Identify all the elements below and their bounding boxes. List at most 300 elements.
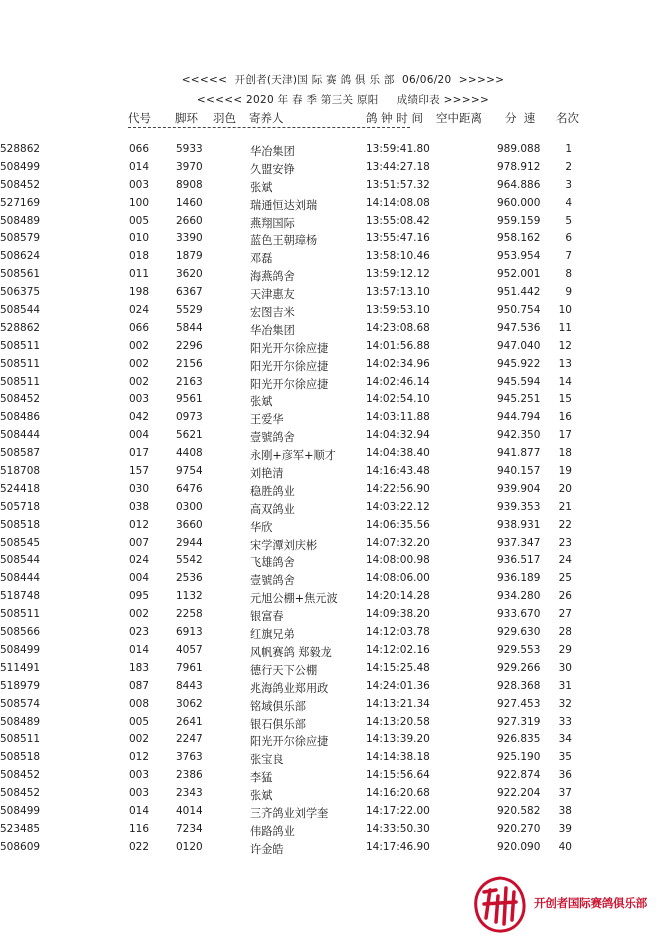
- cell-speed: 938.931: [497, 518, 541, 531]
- table-row: [0, 358, 670, 376]
- cell-owner: 三齐鸽业刘学奎: [250, 806, 329, 820]
- table-row: [0, 841, 670, 859]
- cell-ring: 0120: [176, 840, 203, 853]
- cell-time: 14:22:56.90: [366, 482, 430, 495]
- cell-distance: 508444: [0, 429, 41, 442]
- cell-owner: 燕翔国际: [250, 216, 295, 230]
- cell-owner: 张斌: [250, 180, 273, 194]
- cell-speed: 945.251: [497, 393, 541, 406]
- cell-rank: 38: [558, 804, 572, 817]
- cell-code: 024: [129, 554, 150, 567]
- table-row: [0, 143, 670, 161]
- cell-ring: 8908: [176, 178, 203, 191]
- cell-rank: 28: [558, 626, 572, 639]
- cell-time: 13:55:08.42: [366, 214, 430, 227]
- cell-speed: 945.922: [497, 357, 541, 370]
- cell-ring: 2641: [176, 715, 203, 728]
- cell-distance: 508444: [0, 572, 41, 585]
- cell-ring: 3970: [176, 160, 203, 173]
- cell-speed: 953.954: [497, 250, 541, 263]
- cell-ring: 2660: [176, 214, 203, 227]
- cell-owner: 许金皓: [250, 842, 284, 856]
- table-row: [0, 823, 670, 841]
- cell-rank: 40: [558, 840, 572, 853]
- cell-rank: 22: [558, 518, 572, 531]
- cell-ring: 4057: [176, 643, 203, 656]
- cell-distance: 511491: [0, 661, 41, 674]
- cell-speed: 945.594: [497, 375, 541, 388]
- cell-time: 13:59:41.80: [366, 143, 430, 155]
- cell-speed: 927.319: [497, 715, 541, 728]
- cell-speed: 989.088: [497, 143, 541, 155]
- cell-code: 003: [129, 769, 150, 782]
- cell-rank: 11: [558, 321, 572, 334]
- cell-code: 023: [129, 626, 150, 639]
- cell-time: 14:24:01.36: [366, 679, 430, 692]
- results-table: [0, 143, 670, 859]
- table-row: [0, 250, 670, 268]
- cell-distance: 508499: [0, 643, 41, 656]
- table-row: [0, 322, 670, 340]
- cell-time: 14:23:08.68: [366, 321, 430, 334]
- cell-code: 095: [129, 590, 150, 603]
- cell-speed: 920.582: [497, 804, 541, 817]
- cell-rank: 2: [565, 160, 572, 173]
- column-headers: [0, 110, 670, 126]
- cell-time: 14:06:35.56: [366, 518, 430, 531]
- cell-distance: 508452: [0, 787, 41, 800]
- cell-owner: 宋学潭刘庆彬: [250, 538, 318, 552]
- cell-code: 003: [129, 178, 150, 191]
- cell-owner: 阳光开尔徐应捷: [250, 359, 329, 373]
- cell-time: 14:01:56.88: [366, 339, 430, 352]
- cell-time: 14:13:20.58: [366, 715, 430, 728]
- cell-owner: 天津惠友: [250, 288, 295, 302]
- cell-ring: 5542: [176, 554, 203, 567]
- table-row: [0, 733, 670, 751]
- cell-code: 003: [129, 787, 150, 800]
- cell-rank: 32: [558, 697, 572, 710]
- cell-speed: 950.754: [497, 304, 541, 317]
- table-row: [0, 465, 670, 483]
- table-row: [0, 805, 670, 823]
- cell-rank: 1: [565, 143, 572, 155]
- cell-time: 14:13:39.20: [366, 733, 430, 746]
- cell-distance: 508489: [0, 214, 41, 227]
- cell-distance: 523485: [0, 822, 41, 835]
- cell-ring: 1132: [176, 590, 203, 603]
- table-row: [0, 286, 670, 304]
- cell-speed: 941.877: [497, 447, 541, 460]
- cell-code: 014: [129, 643, 150, 656]
- cell-rank: 27: [558, 608, 572, 621]
- cell-time: 14:08:06.00: [366, 572, 430, 585]
- cell-distance: 508452: [0, 769, 41, 782]
- cell-owner: 宏图吉米: [250, 306, 295, 320]
- cell-distance: 508511: [0, 733, 41, 746]
- cell-rank: 18: [558, 447, 572, 460]
- cell-owner: 阳光开尔徐应捷: [250, 341, 329, 355]
- table-row: [0, 393, 670, 411]
- cell-ring: 3390: [176, 232, 203, 245]
- cell-code: 038: [129, 500, 150, 513]
- cell-speed: 947.040: [497, 339, 541, 352]
- cell-speed: 925.190: [497, 751, 541, 764]
- cell-speed: 920.270: [497, 822, 541, 835]
- cell-distance: 508544: [0, 554, 41, 567]
- cell-time: 14:02:46.14: [366, 375, 430, 388]
- table-row: [0, 429, 670, 447]
- table-row: [0, 662, 670, 680]
- table-row: [0, 680, 670, 698]
- cell-speed: 927.453: [497, 697, 541, 710]
- cell-time: 14:12:03.78: [366, 626, 430, 639]
- cell-owner: 华欣: [250, 520, 273, 534]
- cell-distance: 508587: [0, 447, 41, 460]
- cell-speed: 939.353: [497, 500, 541, 513]
- cell-code: 008: [129, 697, 150, 710]
- cell-speed: 978.912: [497, 160, 541, 173]
- cell-code: 087: [129, 679, 150, 692]
- cell-time: 14:07:32.20: [366, 536, 430, 549]
- table-row: [0, 698, 670, 716]
- cell-owner: 刘艳清: [250, 467, 284, 481]
- cell-speed: 929.553: [497, 643, 541, 656]
- cell-speed: 926.835: [497, 733, 541, 746]
- table-row: [0, 161, 670, 179]
- cell-time: 14:02:54.10: [366, 393, 430, 406]
- cell-speed: 960.000: [497, 196, 541, 209]
- cell-time: 14:20:14.28: [366, 590, 430, 603]
- cell-owner: 张宝良: [250, 753, 284, 767]
- cell-ring: 0973: [176, 411, 203, 424]
- cell-time: 13:44:27.18: [366, 160, 430, 173]
- cell-speed: 937.347: [497, 536, 541, 549]
- cell-owner: 风帆赛鸽 郑毅龙: [250, 645, 332, 659]
- cell-distance: 508499: [0, 804, 41, 817]
- cell-ring: 2386: [176, 769, 203, 782]
- cell-time: 13:55:47.16: [366, 232, 430, 245]
- cell-distance: 508486: [0, 411, 41, 424]
- cell-time: 14:04:32.94: [366, 429, 430, 442]
- col-rank: 名次: [556, 111, 579, 125]
- cell-rank: 34: [558, 733, 572, 746]
- table-row: [0, 644, 670, 662]
- cell-owner: 瑞通恒达刘瑞: [250, 198, 318, 212]
- cell-owner: 兆海鸽业郑用政: [250, 681, 329, 695]
- cell-ring: 2156: [176, 357, 203, 370]
- table-row: [0, 268, 670, 286]
- cell-code: 042: [129, 411, 150, 424]
- cell-owner: 王爱华: [250, 413, 284, 427]
- cell-code: 018: [129, 250, 150, 263]
- table-row: [0, 590, 670, 608]
- cell-owner: 蓝色王朝璋杨: [250, 234, 318, 248]
- cell-rank: 10: [558, 304, 572, 317]
- cell-owner: 永刚+彦军+顺才: [250, 449, 336, 463]
- cell-ring: 0300: [176, 500, 203, 513]
- cell-speed: 964.886: [497, 178, 541, 191]
- cell-speed: 936.189: [497, 572, 541, 585]
- cell-distance: 508561: [0, 268, 41, 281]
- cell-ring: 8443: [176, 679, 203, 692]
- cell-rank: 7: [565, 250, 572, 263]
- cell-ring: 2296: [176, 339, 203, 352]
- cell-owner: 张斌: [250, 789, 273, 803]
- cell-code: 012: [129, 518, 150, 531]
- cell-rank: 15: [558, 393, 572, 406]
- cell-rank: 21: [558, 500, 572, 513]
- table-row: [0, 751, 670, 769]
- cell-time: 14:16:43.48: [366, 465, 430, 478]
- cell-ring: 1460: [176, 196, 203, 209]
- cell-speed: 947.536: [497, 321, 541, 334]
- cell-ring: 7234: [176, 822, 203, 835]
- cell-ring: 5529: [176, 304, 203, 317]
- header-separator: [128, 127, 410, 128]
- cell-rank: 29: [558, 643, 572, 656]
- cell-rank: 23: [558, 536, 572, 549]
- cell-owner: 铭域俱乐部: [250, 699, 306, 713]
- cell-ring: 9561: [176, 393, 203, 406]
- cell-distance: 524418: [0, 482, 41, 495]
- cell-code: 066: [129, 143, 150, 155]
- cell-owner: 壹號鸽舍: [250, 574, 295, 588]
- cell-ring: 2343: [176, 787, 203, 800]
- cell-owner: 邓磊: [250, 252, 273, 266]
- cell-distance: 528862: [0, 143, 41, 155]
- cell-time: 14:08:00.98: [366, 554, 430, 567]
- cell-owner: 稳胜鸽业: [250, 484, 295, 498]
- cell-distance: 508566: [0, 626, 41, 639]
- cell-owner: 华冶集团: [250, 323, 295, 337]
- cell-ring: 5621: [176, 429, 203, 442]
- cell-distance: 508511: [0, 608, 41, 621]
- cell-code: 005: [129, 715, 150, 728]
- cell-rank: 33: [558, 715, 572, 728]
- cell-rank: 13: [558, 357, 572, 370]
- cell-code: 005: [129, 214, 150, 227]
- cell-owner: 阳光开尔徐应捷: [250, 735, 329, 749]
- cell-owner: 德行天下公棚: [250, 663, 318, 677]
- cell-ring: 4408: [176, 447, 203, 460]
- cell-speed: 959.159: [497, 214, 541, 227]
- cell-time: 14:33:50.30: [366, 822, 430, 835]
- cell-ring: 1879: [176, 250, 203, 263]
- cell-rank: 25: [558, 572, 572, 585]
- cell-distance: 508489: [0, 715, 41, 728]
- cell-distance: 508511: [0, 339, 41, 352]
- cell-rank: 5: [565, 214, 572, 227]
- cell-rank: 30: [558, 661, 572, 674]
- cell-ring: 6913: [176, 626, 203, 639]
- cell-speed: 920.090: [497, 840, 541, 853]
- cell-distance: 508452: [0, 178, 41, 191]
- cell-rank: 9: [565, 286, 572, 299]
- report-subtitle: <<<<< 2020 年 春 季 第三关 原阳 成绩印表 >>>>>: [196, 94, 490, 106]
- cell-time: 14:17:46.90: [366, 840, 430, 853]
- cell-time: 14:13:21.34: [366, 697, 430, 710]
- cell-owner: 久盟安铮: [250, 162, 295, 176]
- cell-speed: 929.266: [497, 661, 541, 674]
- cell-code: 030: [129, 482, 150, 495]
- cell-rank: 36: [558, 769, 572, 782]
- cell-distance: 528862: [0, 321, 41, 334]
- cell-speed: 951.442: [497, 286, 541, 299]
- cell-distance: 518979: [0, 679, 41, 692]
- cell-time: 14:02:34.96: [366, 357, 430, 370]
- cell-time: 14:14:38.18: [366, 751, 430, 764]
- cell-rank: 35: [558, 751, 572, 764]
- cell-code: 017: [129, 447, 150, 460]
- cell-ring: 2163: [176, 375, 203, 388]
- table-row: [0, 716, 670, 734]
- col-ring: 脚环: [175, 111, 198, 125]
- cell-code: 157: [129, 465, 150, 478]
- table-row: [0, 554, 670, 572]
- cell-rank: 24: [558, 554, 572, 567]
- cell-code: 066: [129, 321, 150, 334]
- cell-rank: 19: [558, 465, 572, 478]
- cell-code: 011: [129, 268, 150, 281]
- cell-ring: 3620: [176, 268, 203, 281]
- cell-distance: 508518: [0, 518, 41, 531]
- cell-owner: 元旭公棚+焦元波: [250, 592, 338, 606]
- cell-distance: 508511: [0, 357, 41, 370]
- cell-speed: 942.350: [497, 429, 541, 442]
- cell-time: 14:03:11.88: [366, 411, 430, 424]
- table-row: [0, 519, 670, 537]
- cell-ring: 2536: [176, 572, 203, 585]
- col-time: 鸽 钟 时 间: [366, 111, 423, 125]
- cell-code: 024: [129, 304, 150, 317]
- cell-owner: 阳光开尔徐应捷: [250, 377, 329, 391]
- cell-owner: 壹號鸽舍: [250, 431, 295, 445]
- table-row: [0, 304, 670, 322]
- cell-code: 002: [129, 357, 150, 370]
- cell-distance: 508511: [0, 375, 41, 388]
- table-row: [0, 626, 670, 644]
- cell-speed: 958.162: [497, 232, 541, 245]
- cell-code: 004: [129, 429, 150, 442]
- cell-distance: 518748: [0, 590, 41, 603]
- cell-code: 100: [129, 196, 150, 209]
- cell-rank: 17: [558, 429, 572, 442]
- cell-distance: 527169: [0, 196, 41, 209]
- cell-ring: 5933: [176, 143, 203, 155]
- cell-speed: 928.368: [497, 679, 541, 692]
- cell-distance: 508499: [0, 160, 41, 173]
- cell-ring: 2944: [176, 536, 203, 549]
- cell-distance: 508518: [0, 751, 41, 764]
- table-row: [0, 215, 670, 233]
- cell-rank: 14: [558, 375, 572, 388]
- table-row: [0, 501, 670, 519]
- cell-code: 002: [129, 733, 150, 746]
- cell-rank: 8: [565, 268, 572, 281]
- cell-owner: 银石俱乐部: [250, 717, 306, 731]
- cell-ring: 6367: [176, 286, 203, 299]
- cell-code: 183: [129, 661, 150, 674]
- cell-owner: 张斌: [250, 395, 273, 409]
- cell-distance: 508574: [0, 697, 41, 710]
- cell-owner: 华冶集团: [250, 145, 295, 158]
- cell-time: 14:04:38.40: [366, 447, 430, 460]
- table-row: [0, 608, 670, 626]
- table-row: [0, 411, 670, 429]
- table-row: [0, 537, 670, 555]
- cell-ring: 9754: [176, 465, 203, 478]
- cell-code: 014: [129, 160, 150, 173]
- cell-distance: 508609: [0, 840, 41, 853]
- cell-distance: 508545: [0, 536, 41, 549]
- cell-rank: 16: [558, 411, 572, 424]
- cell-rank: 20: [558, 482, 572, 495]
- cell-rank: 31: [558, 679, 572, 692]
- cell-owner: 高双鸽业: [250, 502, 295, 516]
- cell-time: 14:17:22.00: [366, 804, 430, 817]
- cell-code: 022: [129, 840, 150, 853]
- cell-time: 14:15:56.64: [366, 769, 430, 782]
- cell-code: 002: [129, 339, 150, 352]
- cell-speed: 934.280: [497, 590, 541, 603]
- cell-ring: 7961: [176, 661, 203, 674]
- cell-time: 13:57:13.10: [366, 286, 430, 299]
- cell-ring: 3763: [176, 751, 203, 764]
- cell-time: 14:14:08.08: [366, 196, 430, 209]
- cell-time: 13:51:57.32: [366, 178, 430, 191]
- cell-speed: 939.904: [497, 482, 541, 495]
- table-row: [0, 447, 670, 465]
- cell-rank: 12: [558, 339, 572, 352]
- cell-rank: 26: [558, 590, 572, 603]
- cell-distance: 506375: [0, 286, 41, 299]
- cell-rank: 6: [565, 232, 572, 245]
- cell-distance: 508579: [0, 232, 41, 245]
- cell-ring: 3660: [176, 518, 203, 531]
- cell-distance: 508452: [0, 393, 41, 406]
- table-row: [0, 232, 670, 250]
- cell-code: 003: [129, 393, 150, 406]
- cell-time: 14:12:02.16: [366, 643, 430, 656]
- cell-distance: 518708: [0, 465, 41, 478]
- cell-ring: 5844: [176, 321, 203, 334]
- table-row: [0, 376, 670, 394]
- table-row: [0, 483, 670, 501]
- table-row: [0, 572, 670, 590]
- cell-ring: 3062: [176, 697, 203, 710]
- cell-distance: 508624: [0, 250, 41, 263]
- cell-time: 14:16:20.68: [366, 787, 430, 800]
- col-color: 羽色: [213, 111, 236, 125]
- cell-time: 13:59:12.12: [366, 268, 430, 281]
- table-row: [0, 179, 670, 197]
- cell-speed: 929.630: [497, 626, 541, 639]
- cell-speed: 922.874: [497, 769, 541, 782]
- cell-owner: 伟路鸽业: [250, 824, 295, 838]
- cell-code: 116: [129, 822, 150, 835]
- cell-ring: 2258: [176, 608, 203, 621]
- cell-code: 014: [129, 804, 150, 817]
- cell-distance: 508544: [0, 304, 41, 317]
- cell-owner: 李猛: [250, 771, 273, 785]
- cell-ring: 4014: [176, 804, 203, 817]
- club-name: 开创者国际赛鸽俱乐部: [534, 896, 647, 910]
- cell-owner: 飞雄鸽舍: [250, 556, 295, 570]
- cell-rank: 3: [565, 178, 572, 191]
- cell-rank: 4: [565, 196, 572, 209]
- col-distance: 空中距离: [436, 111, 482, 125]
